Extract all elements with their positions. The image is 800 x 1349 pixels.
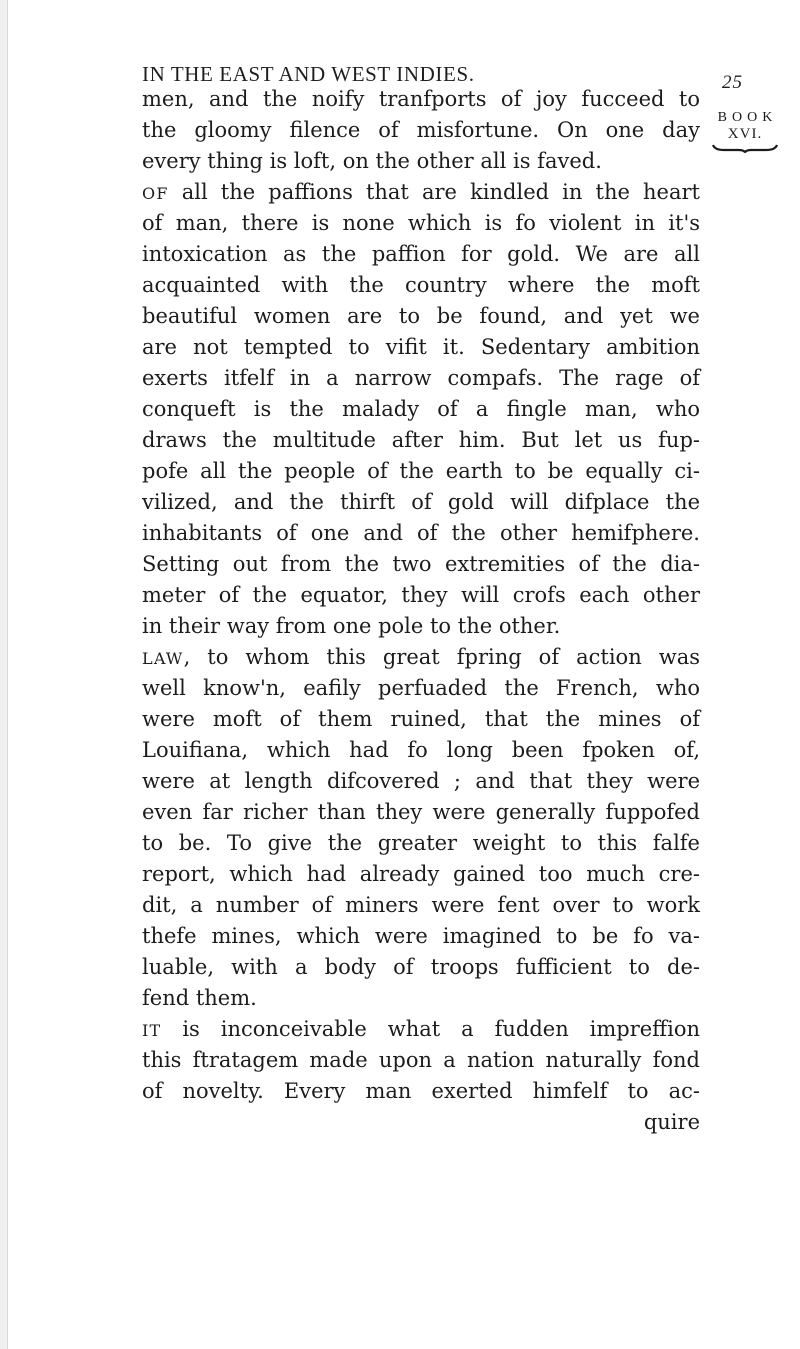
text-line: the gloomy filence of misfortune. On one day (142, 118, 700, 142)
text-line: men, and the noify tranfports of joy fucceed to (142, 87, 700, 111)
text-line: pofe all the people of the earth to be equally ci- (142, 459, 700, 483)
paragraph-line (142, 1016, 700, 1044)
page-edge (0, 0, 8, 1349)
text-line: luable, with a body of troops fufficient to de- (142, 955, 700, 979)
text-line: acquainted with the country where the moft (142, 273, 700, 297)
small-caps-initial: IT (142, 1021, 162, 1040)
text-line: dit, a number of miners were fent over to work (142, 893, 700, 917)
text-run: , to whom this great fpring of action was (183, 645, 700, 669)
text-line: inhabitants of one and of the other hemifphere. (142, 521, 700, 545)
brace-ornament-icon (712, 143, 778, 153)
text-line: thefe mines, which were imagined to be fo va- (142, 924, 700, 948)
text-line: exerts itfelf in a narrow compafs. The rage of (142, 366, 700, 390)
text-line: intoxication as the paffion for gold. We are all (142, 242, 700, 266)
text-line: report, which had already gained too much cre- (142, 862, 700, 886)
book-label: BOOK (717, 110, 778, 125)
text-line: in their way from one pole to the other. (142, 614, 561, 638)
text-line: even far richer than they were generally fuppofed (142, 800, 700, 824)
text-line: every thing is loft, on the other all is faved. (142, 149, 602, 173)
text-line: vilized, and the thirft of gold will difplace the (142, 490, 700, 514)
text-line: were at length difcovered ; and that they were (142, 769, 700, 793)
small-caps-initial: OF (142, 184, 169, 203)
text-line: conqueft is the malady of a fingle man, who (142, 397, 700, 421)
running-head: IN THE EAST AND WEST INDIES. (142, 62, 475, 86)
paragraph-line (142, 179, 700, 207)
text-line: fend them. (142, 986, 257, 1010)
margin-note (708, 111, 782, 153)
text-run: all the paffions that are kindled in the heart (181, 180, 700, 204)
text-line: draws the multitude after him. But let us fup- (142, 428, 700, 452)
paragraph-line (142, 644, 700, 672)
page-number: 25 (722, 72, 743, 93)
text-line: were moft of them ruined, that the mines of (142, 707, 700, 731)
text-line: meter of the equator, they will crofs each other (142, 583, 700, 607)
text-line: of novelty. Every man exerted himfelf to ac- (142, 1079, 700, 1103)
text-line: are not tempted to vifit it. Sedentary ambition (142, 335, 700, 359)
text-line: Louifiana, which had fo long been fpoken of, (142, 738, 700, 762)
text-line: well know'n, eafily perfuaded the French, who (142, 676, 700, 700)
text-line: Setting out from the two extremities of the dia- (142, 552, 700, 576)
text-run: is inconceivable what a fudden impreffion (161, 1017, 700, 1041)
text-line: this ftratagem made upon a nation naturally fond (142, 1048, 700, 1072)
catchword: quire (643, 1110, 700, 1134)
text-line: to be. To give the greater weight to this falfe (142, 831, 700, 855)
small-caps-initial: LAW (142, 649, 184, 668)
text-line: of man, there is none which is fo violent in it's (142, 211, 700, 235)
book-volume: XVI. (727, 126, 763, 142)
text-line: beautiful women are to be found, and yet we (142, 304, 700, 328)
